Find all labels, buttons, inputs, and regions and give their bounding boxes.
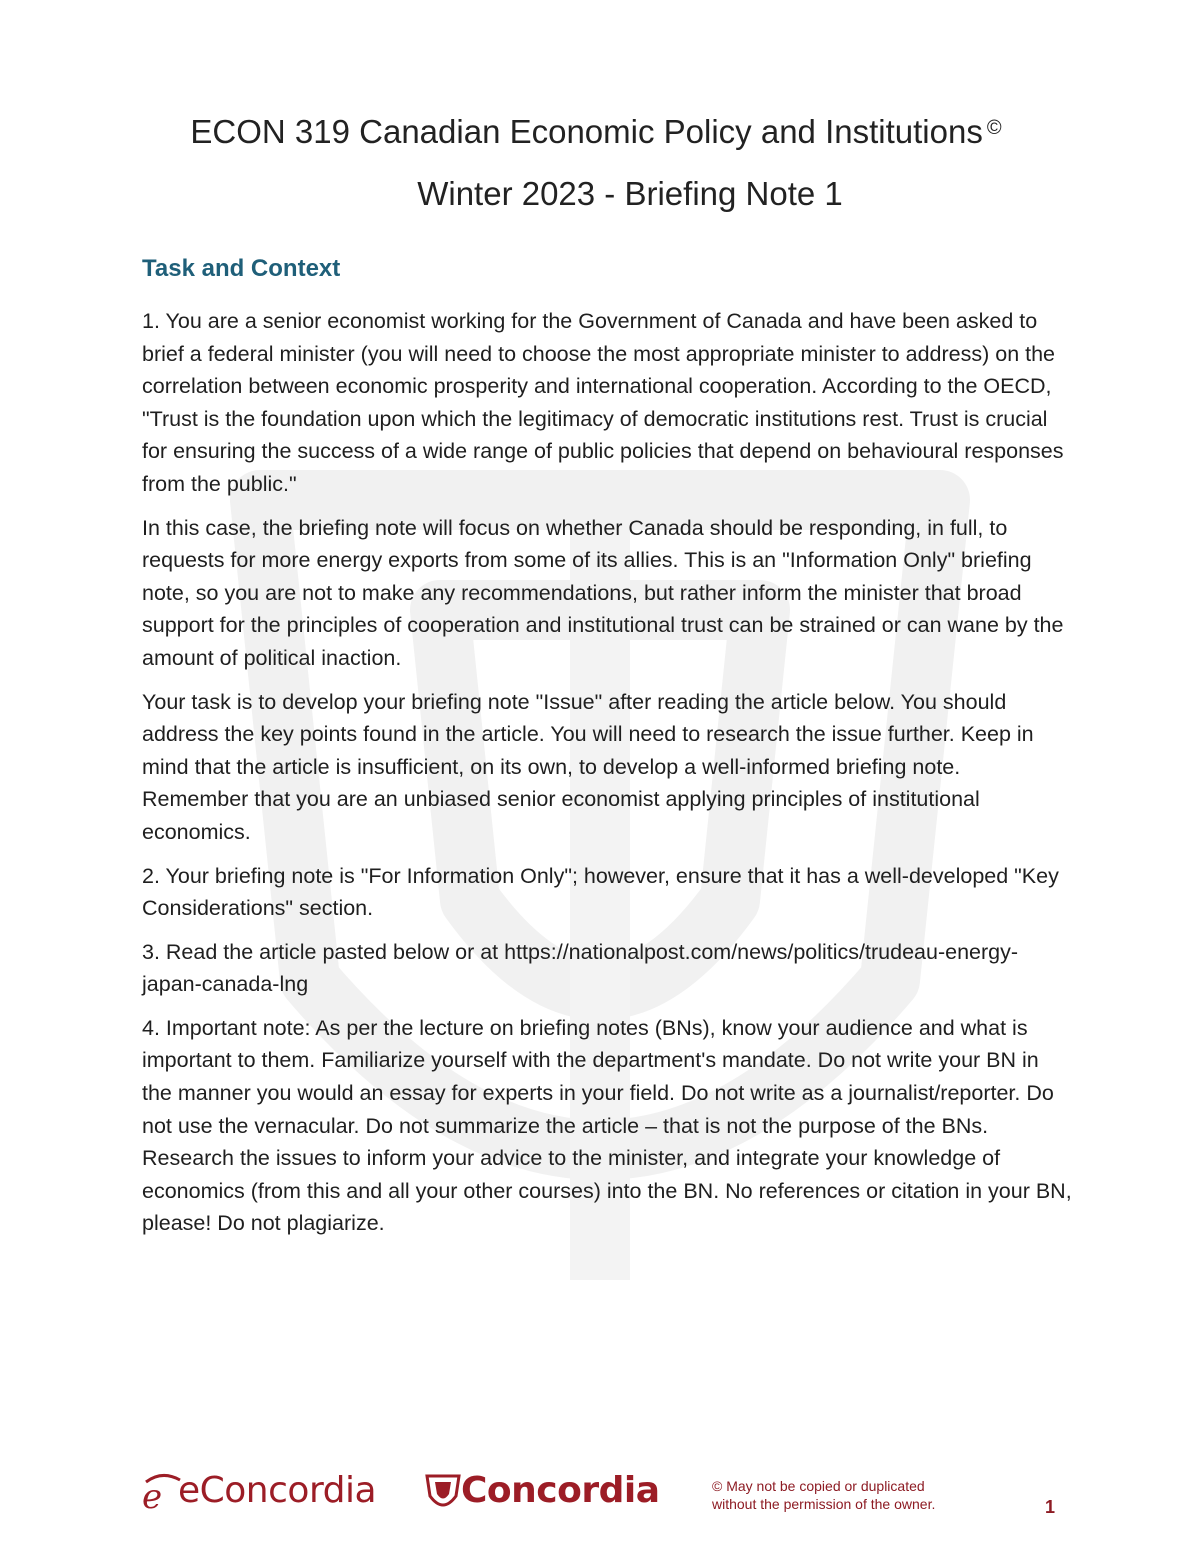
copyright-line: without the permission of the owner. [712,1496,936,1512]
page-number: 1 [1045,1497,1056,1517]
copyright-symbol: © [986,117,1002,139]
econcordia-wordmark: eConcordia [178,1470,377,1511]
section-heading: Task and Context [142,255,341,282]
svg-text:e: e [142,1477,163,1514]
document-title [0,113,1196,151]
concordia-logo [425,1470,665,1512]
copyright-notice [712,1477,935,1513]
title-text: ECON 319 Canadian Economic Policy and Institutions [190,113,983,150]
paragraph: Your task is to develop your briefing note "Issue" after reading the article below. You should address the key points found in the article. You will need to research the issue further. Keep in mind that the article is insufficient, on its own, to develop a well-informed briefing note. Remember that you are an unbiased senior economist applying principles of institutional economics. [142,689,1034,844]
econcordia-logo [140,1470,380,1512]
body-text [142,305,1072,1251]
copyright-line: © May not be copied or duplicated [712,1478,925,1494]
document-subtitle: Winter 2023 - Briefing Note 1 [417,175,843,212]
concordia-shield-icon [425,1472,461,1514]
paragraph: 4. Important note: As per the lecture on briefing notes (BNs), know your audience and what is important to them. Familiarize yourself with the department's mandate. Do not write your BN in the manner you would an essay for experts in your field. Do not write as a journalist/reporter. Do not use the vernacular. Do not summarize the article – that is not the purpose of the BNs. Research the issues to inform your advice to the minister, and integrate your knowledge of economics (from this and all your other courses) into the BN. No references or citation in your BN, please! Do not plagiarize. [142,1015,1072,1236]
paragraph: 3. Read the article pasted below or at https://nationalpost.com/news/politics/trudeau-energy-japan-canada-lng [142,939,1019,997]
paragraph: 1. You are a senior economist working for the Government of Canada and have been asked to brief a federal minister (you will need to choose the most appropriate minister to address) on the correlation between economic prosperity and international cooperation. According to the OECD, "Trust is the foundation upon which the legitimacy of democratic institutions rest. Trust is crucial for ensuring the success of a wide range of public policies that depend on behavioural responses from the public." [142,309,1064,496]
paragraph: 2. Your briefing note is "For Information Only"; however, ensure that it has a well-developed "Key Considerations" section. [142,863,1059,921]
paragraph: In this case, the briefing note will focus on whether Canada should be responding, in full, to requests for more energy exports from some of its allies. This is an "Information Only" briefing note, so you are not to make any recommendations, but rather inform the minister that broad support for the principles of cooperation and institutional trust can be strained or can wane by the amount of political inaction. [142,515,1064,670]
concordia-wordmark: Concordia [461,1470,660,1511]
